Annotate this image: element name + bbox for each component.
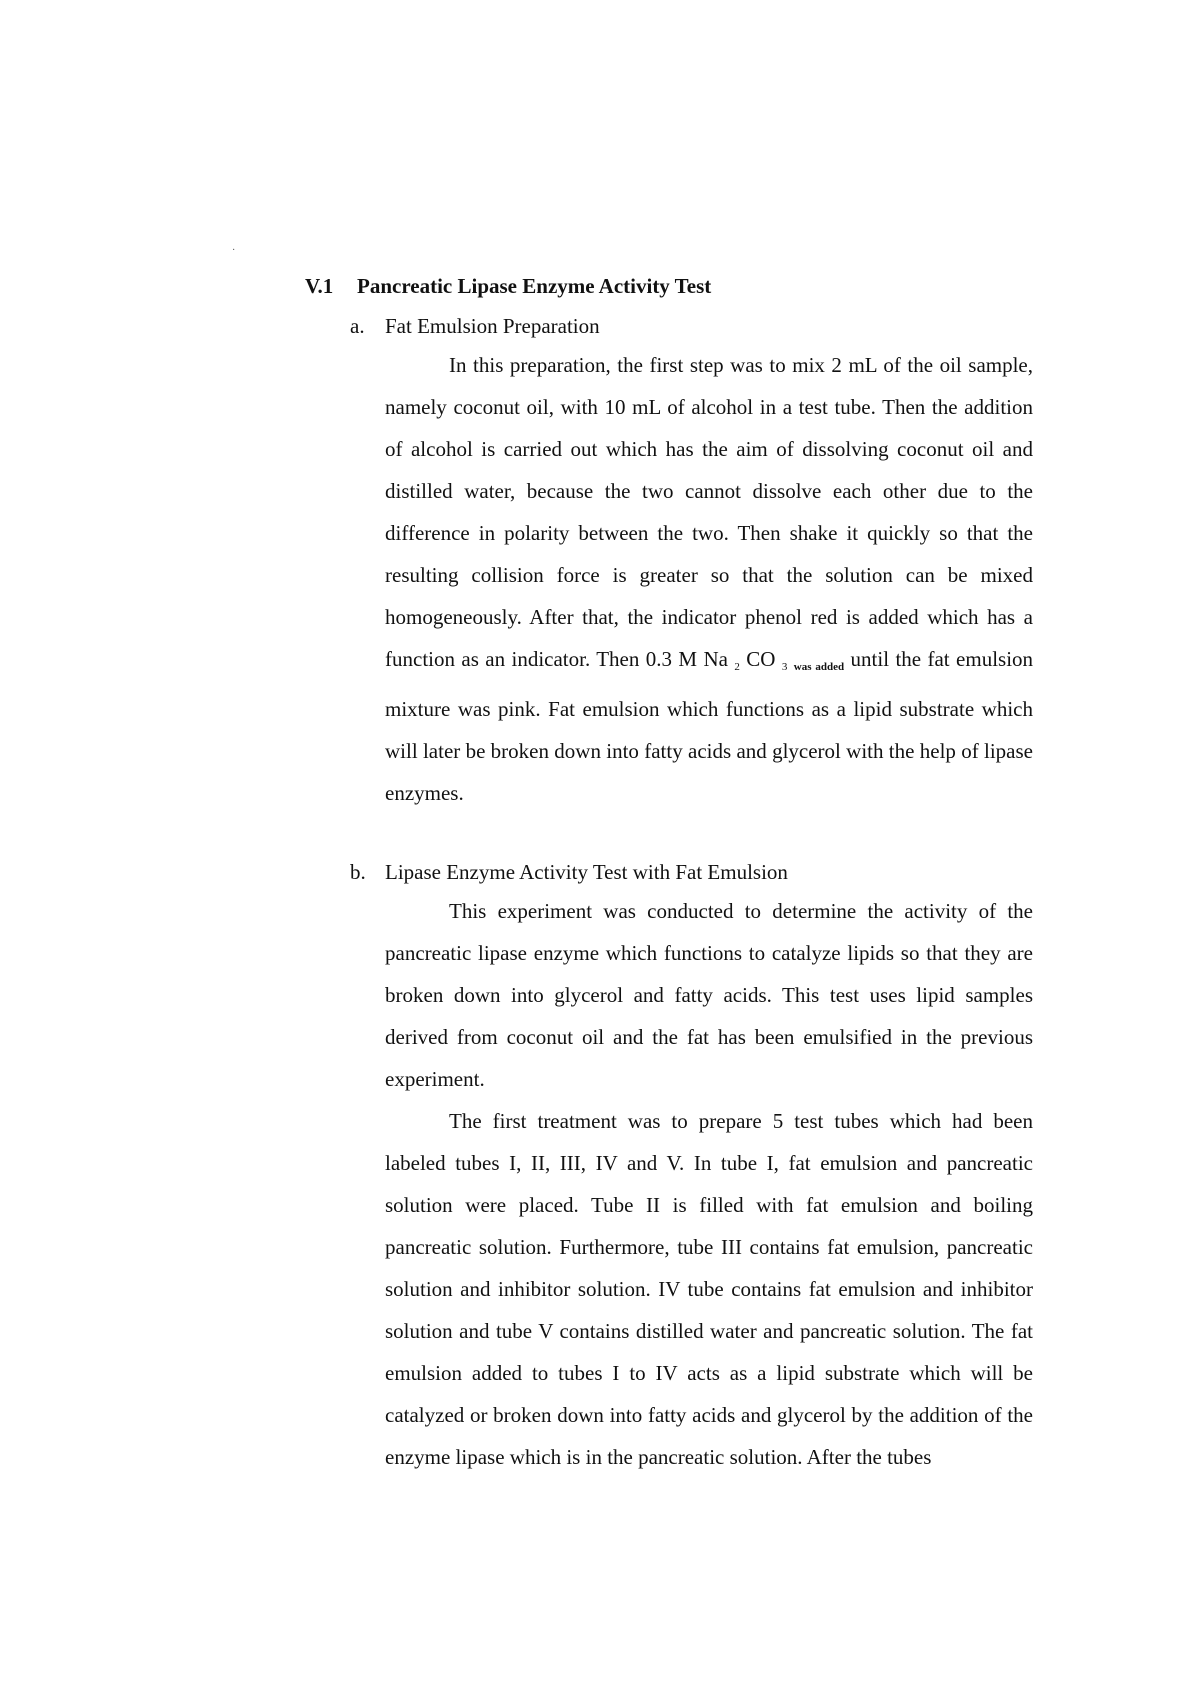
subsection-b-paragraph-2: The first treatment was to prepare 5 test tubes which had been labeled tubes I, II, III, IV and V. In tube I, fat emulsion and pancreatic solution were placed. Tube II is filled with fat emulsion and boiling pancreatic solution. Furthermore, tube III contains fat emulsion, pancreatic solution and inhibitor solution. IV tube contains fat emulsion and inhibitor solution and tube V contains distilled water and pancreatic solution. The fat emulsion added to tubes I to IV acts as a lipid substrate which will be catalyzed or broken down into fatty acids and glycerol by the addition of the enzyme lipase which is in the pancreatic solution. After the tubes	[385, 1109, 1033, 1469]
para-a-text-2: until the fat emulsion mixture was pink. Fat emulsion which functions as a lipid substrate which will later be broken down into fatty acids and glycerol with the help of lipase enzymes.	[385, 647, 1034, 805]
subsection-b-marker: b.	[350, 860, 366, 884]
subsection-b-paragraph-1: This experiment was conducted to determine the activity of the pancreatic lipase enzyme which functions to catalyze lipids so that they are broken down into glycerol and fatty acids. This test uses lipid samples derived from coconut oil and the fat has been emulsified in the previous experiment.	[385, 899, 1033, 1091]
subsection-a-marker: a.	[350, 314, 365, 338]
subscript-2: 2	[734, 661, 740, 673]
section-number: V.1	[305, 274, 334, 298]
subsection-a-paragraph	[385, 344, 1033, 814]
para-a-text-1: In this preparation, the first step was to mix 2 mL of the oil sample, namely coconut oil, with 10 mL of alcohol in a test tube. Then the addition of alcohol is carried out which has the aim of dissolving coconut oil and distilled water, because the two cannot dissolve each other due to the difference in polarity between the two. Then shake it quickly so that the resulting collision force is greater so that the solution can be mixed homogeneously. After that, the indicator phenol red is added which has a function as an indicator. Then 0.3 M Na	[385, 353, 1033, 671]
subscript-3: 3	[781, 661, 788, 673]
section-title: Pancreatic Lipase Enzyme Activity Test	[357, 274, 712, 298]
subsection-a-title: Fat Emulsion Preparation	[385, 314, 600, 338]
stray-mark: ·	[232, 245, 236, 256]
para-a-co: CO	[746, 647, 776, 671]
subsection-b-title: Lipase Enzyme Activity Test with Fat Emulsion	[385, 860, 788, 884]
was-added-text: was added	[793, 661, 845, 673]
section-heading	[305, 272, 1065, 300]
